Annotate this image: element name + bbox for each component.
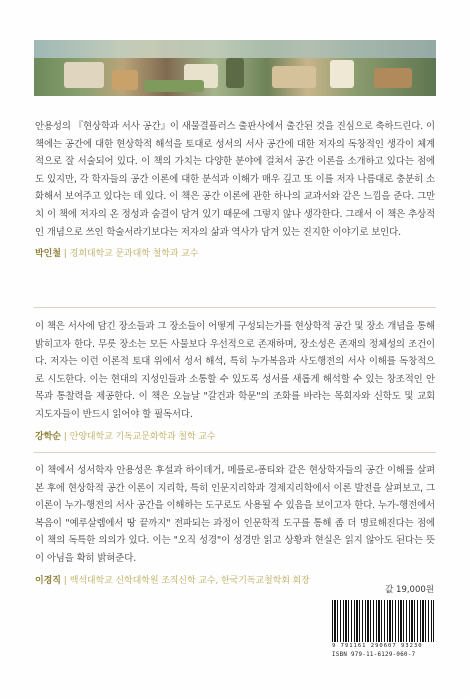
reviewer-role: 경희대학교 문과대학 철학과 교수	[69, 249, 199, 260]
barcode-digits: 9 791161 290607 93230	[332, 643, 423, 649]
reviewer-name: 이경직	[35, 575, 61, 586]
reviewer-name: 강학순	[35, 431, 61, 442]
review-attribution: 박인철 | 경희대학교 문과대학 철학과 교수	[35, 249, 199, 260]
cover-painting	[34, 40, 436, 96]
review-text: 안용성의 『현상학과 서사 공간』이 새물결플러스 출판사에서 출간된 것을 진심으로 축하드린다. 이 책에는 공간에 대한 현상학적 해석을 토대로 성서의 서사 공간에 대한 저자의 독창적인 생각이 체계적으로 잘 서술되어 있다. 이 책의 가치는 다양한 분야에 걸쳐서 공간 이론을 소개하고 있다는 점에도 있지만, 각 학자들의 공간 이론에 대한 분석과 이해가 매우 깊고 또 이를 저자 나름대로 충분히 소화해서 보여주고 있다는 데 있다. 이 책은 공간 이론에 관한 하나의 교과서와 같은 느낌을 준다. 그만치 이 책에 저자의 온 정성과 숨결이 담겨 있기 때문에 그렇지 않나 생각한다. 그래서 이 책은 추상적인 개념으로 쓰인 학술서라기보다는 저자의 삶과 역사가 담겨 있는 진지한 이야기로 보인다.	[35, 121, 435, 238]
review-attribution: 강학순 | 안양대학교 기독교문화학과 철학 교수	[35, 431, 216, 442]
review-attribution: 이경직 | 백석대학교 신학대학원 조직신학 교수, 한국기독교철학회 회장	[35, 575, 310, 586]
reviewer-name: 박인철	[35, 249, 61, 260]
review-1	[35, 118, 435, 261]
review-text: 이 책은 서사에 담긴 장소들과 그 장소들이 어떻게 구성되는가를 현상학적 공간 및 장소 개념을 통해 밝히고자 한다. 무릇 장소는 모든 사물보다 우선적으로 존재하며, 장소성은 존재의 정체성의 조건이다. 저자는 이런 이론적 토대 위에서 성서 해석, 특히 누가복음과 사도행전의 서사 이해를 독창적으로 시도한다. 이는 현대의 지성인들과 소통할 수 있도록 성서를 새롭게 해석할 수 있는 창조적인 안목과 통찰력을 제공한다. 이 책은 오늘날 "갈건과 학문"의 조화를 바라는 목회자와 신학도 및 교회 지도자들이 반드시 읽어야 할 필독서다.	[35, 321, 435, 420]
review-3	[35, 462, 435, 588]
reviewer-role: 안양대학교 기독교문화학과 철학 교수	[69, 431, 216, 442]
isbn-label: ISBN 979-11-6129-060-7	[332, 652, 416, 658]
review-2	[35, 318, 435, 444]
reviewer-role: 백석대학교 신학대학원 조직신학 교수, 한국기독교철학회 회장	[69, 575, 310, 586]
barcode	[332, 600, 434, 642]
divider	[34, 307, 436, 308]
review-text: 이 책에서 성서학자 안용성은 후설과 하이데거, 메를로-퐁티와 같은 현상학자들의 공간 이해를 살펴본 후에 현상학적 공간 이론이 지리학, 특히 인문지리학과 경제지리학에서 이론 발전을 살펴보고, 그 이론이 누가-행전의 서사 공간을 이해하는 도구로도 사용될 수 있음을 보이고자 한다. 누가-행전에서 복음이 "예루살렘에서 땅 끝까지" 전파되는 과정이 인문학적 도구를 통해 좀 더 명료해진다는 점에 이 책의 독특한 의의가 있다. 이는 "오직 성경"이 성경만 읽고 상황과 현실은 읽지 않아도 된다는 뜻이 아님을 확히 밝혀준다.	[35, 465, 435, 564]
divider	[34, 452, 436, 453]
price-label: 값 19,000원	[385, 585, 434, 595]
